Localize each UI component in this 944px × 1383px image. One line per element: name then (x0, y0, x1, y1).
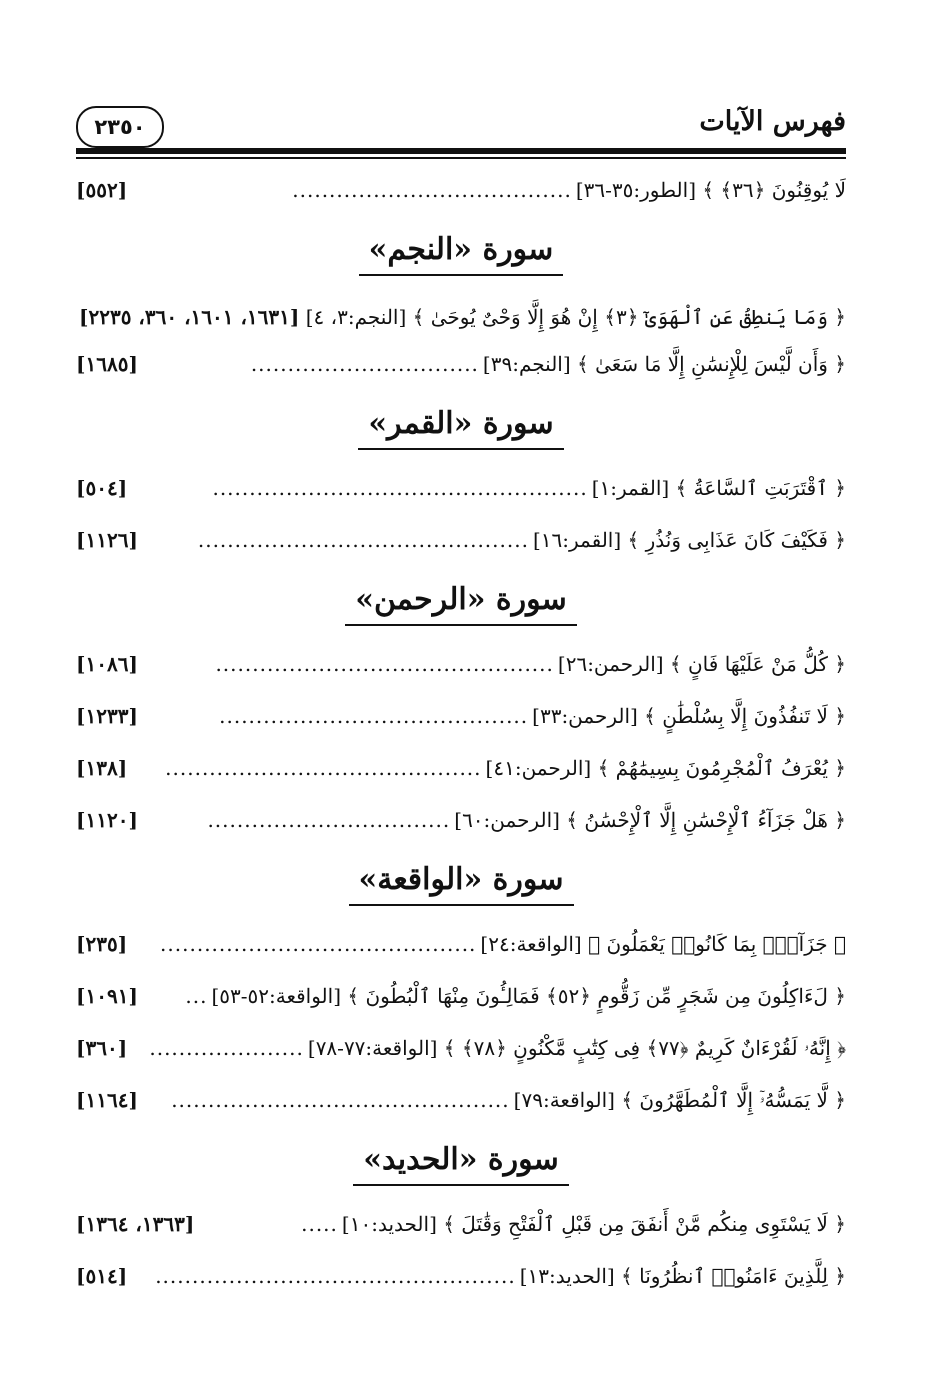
verse-entry (76, 1036, 846, 1060)
hadith-reference: [١٠٨٦] (76, 652, 138, 676)
surah-heading-text: سورة «القمر» (358, 404, 563, 450)
verse-entry (76, 756, 846, 780)
header-rule-thin (76, 157, 846, 159)
surah-heading (76, 860, 846, 906)
surah-heading-text: سورة «النجم» (359, 230, 564, 276)
leader-dots: ........................................... (160, 932, 477, 956)
surah-heading-text: سورة «الرحمن» (345, 580, 577, 626)
verse-entry (76, 652, 846, 676)
page-number-badge: ٢٣٥٠ (76, 106, 164, 148)
hadith-reference: [١٦٨٥] (76, 352, 138, 376)
hadith-reference: [٣٦٠] (76, 1036, 128, 1060)
verse-entry (76, 808, 846, 832)
verse-entry (76, 932, 846, 956)
verse-entry (76, 704, 846, 728)
verse-entry (76, 528, 846, 552)
hadith-reference: [١٣٦٣، ١٣٦٤] (76, 1212, 195, 1236)
hadith-reference: [١٢٣٣] (76, 704, 138, 728)
verse-entry (76, 352, 846, 376)
leader-dots: .............................................. (171, 1088, 510, 1112)
leader-dots: ........................................... (165, 756, 482, 780)
verse-text: ﴿ لَا تَنفُذُونَ إِلَّا بِسُلْطَٰنٍ ﴾ [الرحمن:٣٣] (532, 704, 846, 728)
leader-dots: ................................. (207, 808, 451, 832)
verse-entry (76, 1264, 846, 1288)
leader-dots: ............................................. (197, 528, 529, 552)
surah-heading-text: سورة «الواقعة» (349, 860, 574, 906)
verse-text: ﴿ كُلُّ مَنْ عَلَيْهَا فَانٍ ﴾ [الرحمن:٢٦] (557, 652, 846, 676)
verse-entry (76, 984, 846, 1008)
verse-index-list (76, 178, 846, 1316)
leader-dots: ...................................... (292, 178, 572, 202)
verse-text: ﴿ لَّا يَمَسُّهُۥٓ إِلَّا ٱلْمُطَهَّرُونَ ﴾ [الواقعة:٧٩] (513, 1088, 846, 1112)
header-rule-thick (76, 148, 846, 154)
surah-heading (76, 580, 846, 626)
leader-dots: ................................................. (155, 1264, 516, 1288)
verse-text: ﴿ جَزَآءًۢ بِمَا كَانُوا۟ يَعْمَلُونَ ﴾ [الواقعة:٢٤] (480, 932, 846, 956)
hadith-reference: [١١٦٤] (76, 1088, 138, 1112)
verse-entry (76, 1088, 846, 1112)
hadith-reference: [١١٢٠] (76, 808, 138, 832)
hadith-reference: [٥٥٢] (76, 178, 128, 202)
hadith-reference: [١٠٩١] (76, 984, 138, 1008)
leader-dots: ..... (301, 1212, 338, 1236)
hadith-reference: [١٦٣١، ١٦٠١، ٣٦٠، ٢٢٣٥] (79, 305, 300, 329)
hadith-reference: [١٣٨] (76, 756, 128, 780)
verse-entry (76, 178, 846, 202)
hadith-reference: [٥١٤] (76, 1264, 128, 1288)
verse-text: ﴿ لَا يَسْتَوِى مِنكُم مَّنْ أَنفَقَ مِن قَبْلِ ٱلْفَتْحِ وَقَٰتَلَ ﴾ [الحديد:١٠] (341, 1212, 846, 1236)
leader-dots: .............................................. (215, 652, 554, 676)
verse-text: لَا يُوقِنُونَ ﴿٣٦﴾ ﴾ [الطور:٣٥-٣٦] (575, 178, 846, 202)
verse-text: ﴿ إِنَّهُۥ لَقُرْءَانٌ كَرِيمٌ ﴿٧٧﴾ فِى كِتَٰبٍ مَّكْنُونٍ ﴿٧٨﴾ ﴾ [الواقعة:٧٧-٧٨] (307, 1036, 846, 1060)
hadith-reference: [١١٢٦] (76, 528, 138, 552)
leader-dots: ............................... (250, 352, 479, 376)
hadith-reference: [٢٣٥] (76, 932, 128, 956)
verse-text: ﴿ لِلَّذِينَ ءَامَنُوا۟ ٱنظُرُونَا ﴾ [الحديد:١٣] (519, 1264, 846, 1288)
page-title: فهرس الآيات (699, 106, 846, 137)
verse-text: ﴿ وَأَن لَّيْسَ لِلْإِنسَٰنِ إِلَّا مَا سَعَىٰ ﴾ [النجم:٣٩] (482, 352, 846, 376)
verse-text: ﴿ يُعْرَفُ ٱلْمُجْرِمُونَ بِسِيمَٰهُمْ ﴾ [الرحمن:٤١] (485, 756, 846, 780)
page-header (76, 102, 846, 154)
surah-heading-text: سورة «الحديد» (353, 1140, 568, 1186)
surah-heading (76, 230, 846, 276)
leader-dots: ................................................... (212, 476, 588, 500)
verse-text: ﴿ لَءَاكِلُونَ مِن شَجَرٍ مِّن زَقُّومٍ ﴿٥٢﴾ فَمَالِـُٔونَ مِنْهَا ٱلْبُطُونَ ﴾ [الواقعة:٥٢-٥٣] (211, 984, 846, 1008)
verse-entry (76, 476, 846, 500)
verse-text: ﴿ فَكَيْفَ كَانَ عَذَابِى وَنُذُرِ ﴾ [القمر:١٦] (532, 528, 846, 552)
verse-text: ﴿ هَلْ جَزَآءُ ٱلْإِحْسَٰنِ إِلَّا ٱلْإِحْسَٰنُ ﴾ [الرحمن:٦٠] (454, 808, 846, 832)
leader-dots: .......................................... (219, 704, 529, 728)
verse-text: ﴿ ٱقْتَرَبَتِ ٱلسَّاعَةُ ﴾ [القمر:١] (591, 476, 846, 500)
leader-dots: ..................... (149, 1036, 304, 1060)
hadith-reference: [٥٠٤] (76, 476, 128, 500)
verse-entry (76, 302, 846, 332)
surah-heading (76, 1140, 846, 1186)
leader-dots: ... (185, 984, 208, 1008)
surah-heading (76, 404, 846, 450)
verse-entry (76, 1212, 846, 1236)
verse-text: ﴿ وَمَا يَنطِقُ عَنِ ٱلْهَوَىٰٓ ﴿٣﴾ إِنْ هُوَ إِلَّا وَحْىٌ يُوحَىٰ ﴾ [النجم:٣، ٤] (305, 305, 846, 329)
